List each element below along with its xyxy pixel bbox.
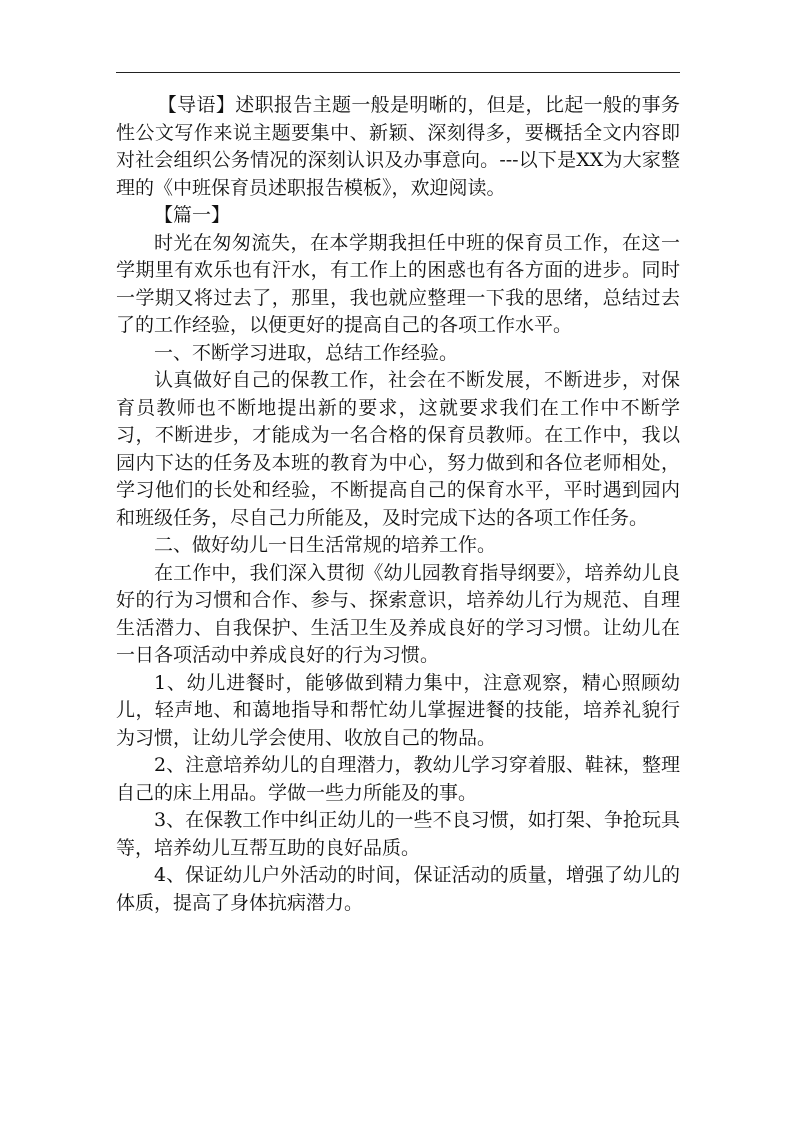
- body-paragraph: 在工作中，我们深入贯彻《幼儿园教育指导纲要》，培养幼儿良好的行为习惯和合作、参与、探索意识，培养幼儿行为规范、自理生活潜力、自我保护、生活卫生及养成良好的学习习惯。让幼儿在一日各项活动中养成良好的行为习惯。: [116, 561, 680, 666]
- body-paragraph: 认真做好自己的保教工作，社会在不断发展，不断进步，对保育员教师也不断地提出新的要求，这就要求我们在工作中不断学习，不断进步，才能成为一名合格的保育员教师。在工作中，我以园内下达的任务及本班的教育为中心，努力做到和各位老师相处，学习他们的长处和经验，不断提高自己的保育水平，平时遇到园内和班级任务，尽自己力所能及，及时完成下达的各项工作任务。: [116, 369, 680, 529]
- list-item-3: 3、在保教工作中纠正幼儿的一些不良习惯，如打架、争抢玩具等，培养幼儿互帮互助的良好品质。: [116, 809, 680, 859]
- intro-paragraph: 【导语】述职报告主题一般是明晰的，但是，比起一般的事务性公文写作来说主题要集中、新颖、深刻得多，要概括全文内容即对社会组织公务情况的深刻认识及办事意向。---以下是XX为大家整理的《中班保育员述职报告模板》，欢迎阅读。: [116, 94, 680, 199]
- list-item-2: 2、注意培养幼儿的自理潜力，教幼儿学习穿着服、鞋袜，整理自己的床上用品。学做一些力所能及的事。: [116, 754, 680, 804]
- document-body: [116, 92, 680, 917]
- list-item-4: 4、保证幼儿户外活动的时间，保证活动的质量，增强了幼儿的体质，提高了身体抗病潜力。: [116, 864, 680, 914]
- section-heading-2: 二、做好幼儿一日生活常规的培养工作。: [154, 534, 497, 556]
- header-rule: [116, 72, 680, 73]
- list-item-1: 1、幼儿进餐时，能够做到精力集中，注意观察，精心照顾幼儿，轻声地、和蔼地指导和帮忙幼儿掌握进餐的技能，培养礼貌行为习惯，让幼儿学会使用、收放自己的物品。: [116, 671, 680, 749]
- body-paragraph: 时光在匆匆流失，在本学期我担任中班的保育员工作，在这一学期里有欢乐也有汗水，有工作上的困惑也有各方面的进步。同时一学期又将过去了，那里，我也就应整理一下我的思绪，总结过去了的工作经验，以便更好的提高自己的各项工作水平。: [116, 231, 680, 336]
- section-heading-1: 一、不断学习进取，总结工作经验。: [154, 341, 459, 364]
- section-heading-part-one: 【篇一】: [154, 204, 231, 226]
